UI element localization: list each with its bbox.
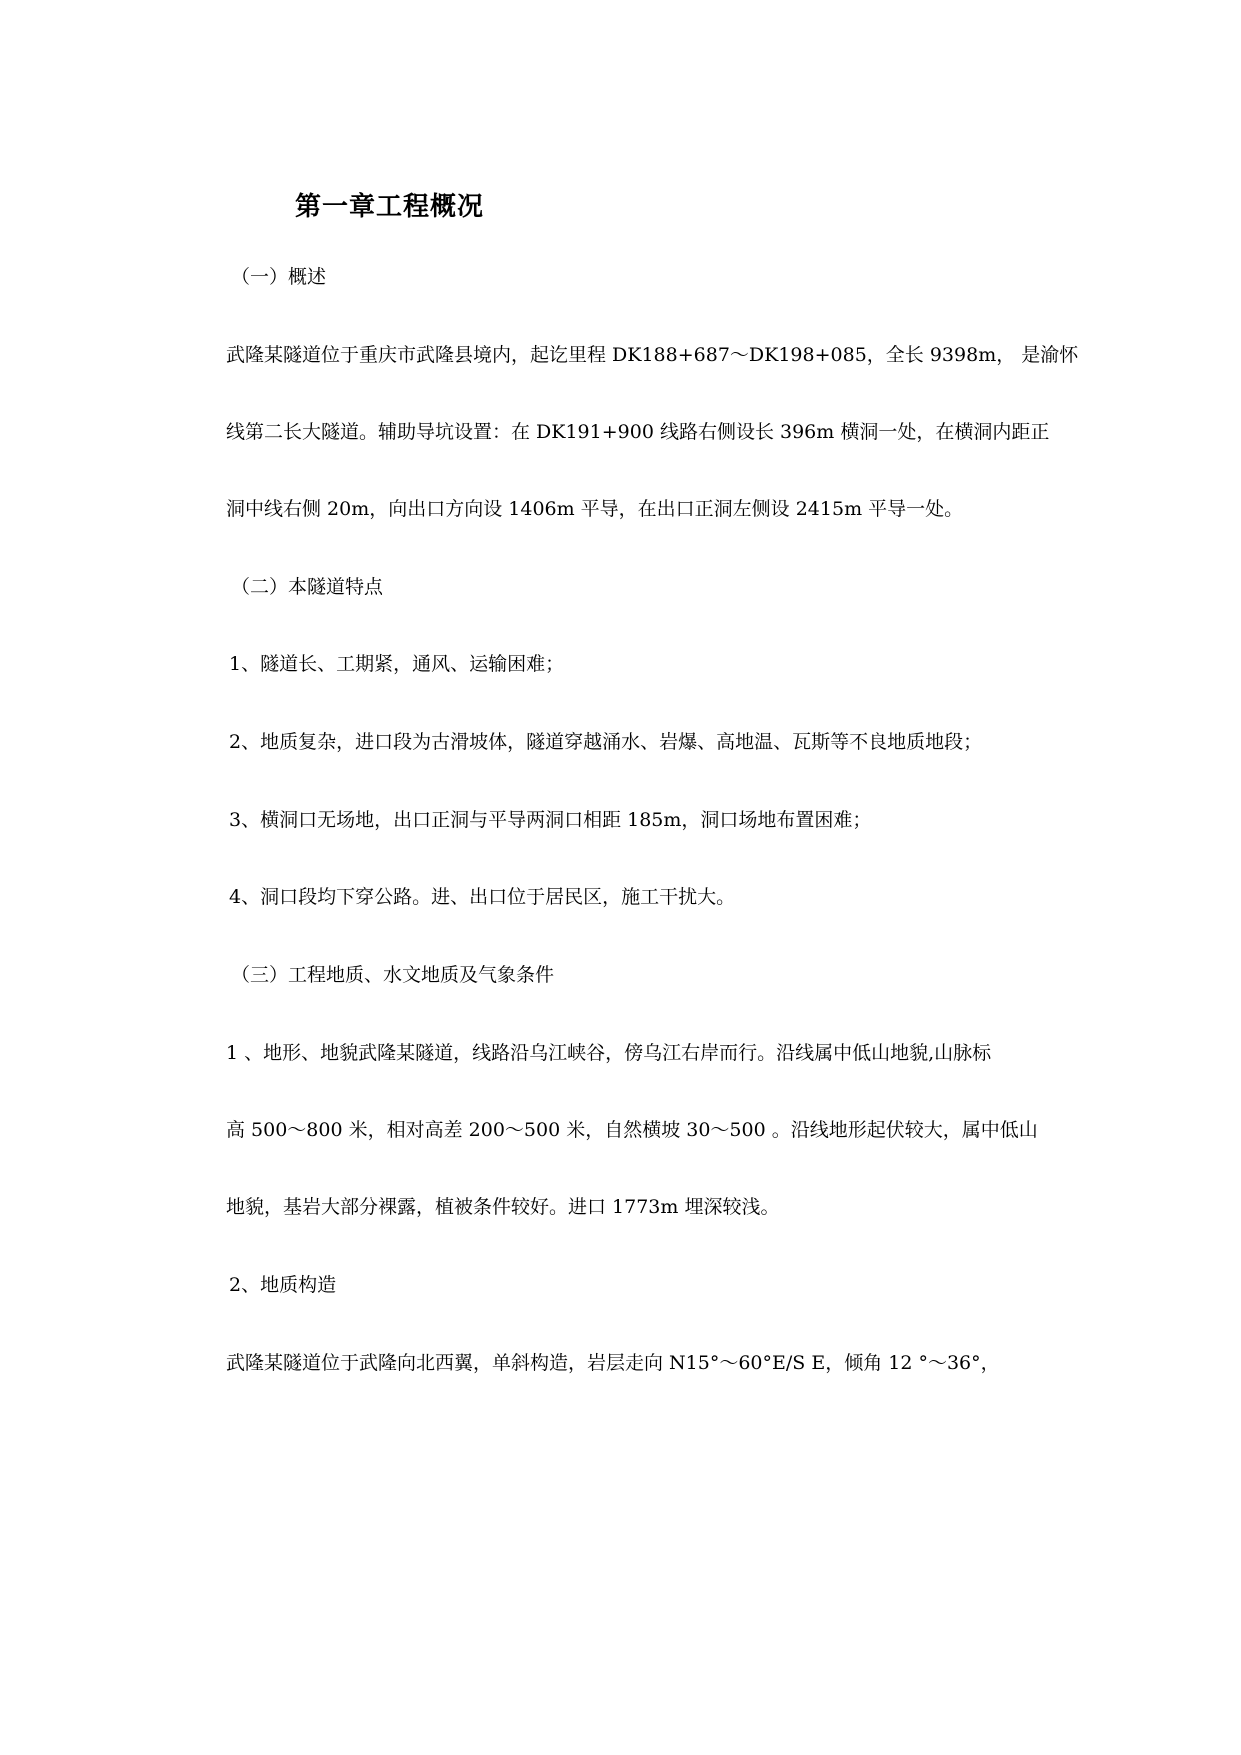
terrain-line: 高 500～800 米，相对高差 200～500 米，自然横坡 30～500 。沿线地形起伏较大，属中低山 <box>226 1119 1038 1141</box>
section-heading-conditions: （三）工程地质、水文地质及气象条件 <box>231 964 555 986</box>
feature-item: 1、隧道长、工期紧，通风、运输困难； <box>229 653 565 675</box>
feature-item: 4、洞口段均下穿公路。进、出口位于居民区，施工干扰大。 <box>229 886 736 908</box>
section-heading-features: （二）本隧道特点 <box>231 576 384 598</box>
terrain-line: 地貌，基岩大部分裸露，植被条件较好。进口 1773m 埋深较浅。 <box>226 1196 780 1218</box>
geology-line: 武隆某隧道位于武隆向北西翼，单斜构造，岩层走向 N15°～60°E/S E，倾角 12 °～36°， <box>226 1352 1000 1374</box>
section-heading-overview: （一）概述 <box>231 266 327 288</box>
terrain-line: 1 、地形、地貌武隆某隧道，线路沿乌江峡谷，傍乌江右岸而行。沿线属中低山地貌,山脉标 <box>226 1042 992 1064</box>
feature-item: 2、地质复杂，进口段为古滑坡体，隧道穿越涌水、岩爆、高地温、瓦斯等不良地质地段； <box>229 731 983 753</box>
feature-item: 3、横洞口无场地，出口正洞与平导两洞口相距 185m，洞口场地布置困难； <box>229 809 872 831</box>
geology-heading: 2、地质构造 <box>229 1274 337 1296</box>
chapter-title: 第一章工程概况 <box>295 192 485 222</box>
overview-line: 洞中线右侧 20m，向出口方向设 1406m 平导，在出口正洞左侧设 2415m 平导一处。 <box>226 498 964 520</box>
overview-line: 线第二长大隧道。辅助导坑设置：在 DK191+900 线路右侧设长 396m 横洞一处，在横洞内距正 <box>226 421 1050 443</box>
overview-line: 武隆某隧道位于重庆市武隆县境内，起讫里程 DK188+687～DK198+085，全长 9398m， 是渝怀 <box>226 344 1079 366</box>
